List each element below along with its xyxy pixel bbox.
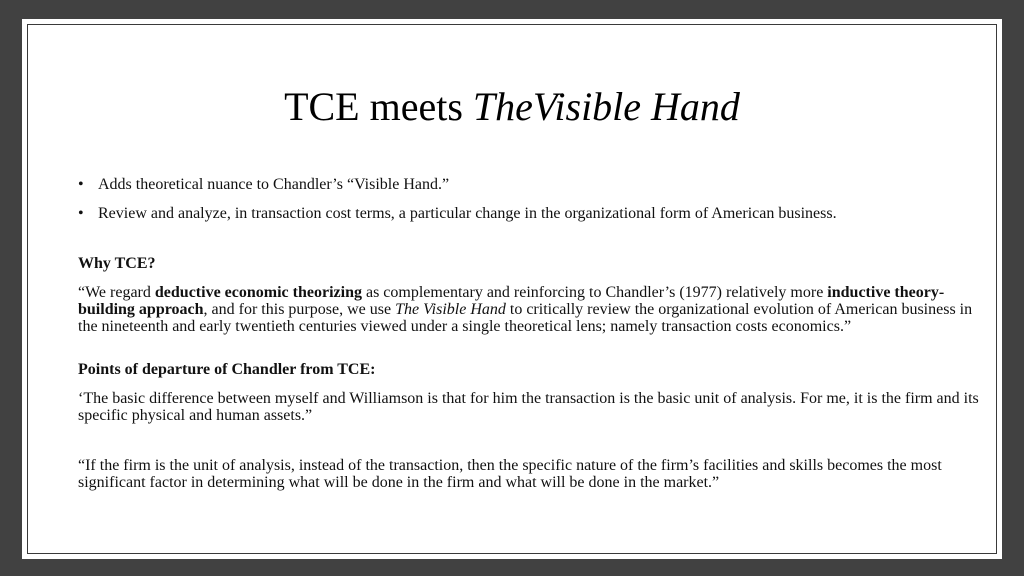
bullet-text: Adds theoretical nuance to Chandler’s “Visible Hand.” [98,176,450,193]
quote-italic-title: The Visible Hand [395,301,506,318]
slide [22,19,1002,559]
why-tce-quote [78,284,993,335]
title-italic: TheVisible Hand [472,84,740,129]
bullet-list [78,176,993,222]
chandler-quote-2: “If the firm is the unit of analysis, instead of the transaction, then the specific nature of the firm’s facilities and skills becomes the most significant factor in determining what will be done in the firm and what will be done in the market.” [78,457,942,491]
why-tce-heading: Why TCE? [78,255,156,272]
quote-text: to critically review the organizational evolution of American business in the nineteenth and early twentieth centuries viewed under a single theoretical lens; namely transaction costs economics.” [78,301,973,335]
bullet-text: Review and analyze, in transaction cost terms, a particular change in the organizational form of American business. [98,205,837,222]
quote-bold-text: deductive economic theorizing [154,284,362,301]
points-of-departure-heading: Points of departure of Chandler from TCE: [78,361,376,378]
bullet-glyph: • [78,205,84,222]
bullet-item [78,205,993,222]
quote-text: as complementary and reinforcing to Chandler’s (1977) relatively more [361,284,828,301]
quote-text: , and for this purpose, we use [203,301,396,318]
bullet-item [78,176,993,193]
slide-content [78,176,993,491]
chandler-quote-1: ‘The basic difference between myself and Williamson is that for him the transaction is the basic unit of analysis. For me, it is the firm and its specific physical and human assets.” [78,390,979,424]
slide-title [22,82,1002,132]
title-prefix: TCE meets [284,84,473,129]
quote-bold-text: inductive theory-building approach [78,284,945,318]
quote-text: “We regard [78,284,155,301]
bullet-glyph: • [78,176,84,193]
